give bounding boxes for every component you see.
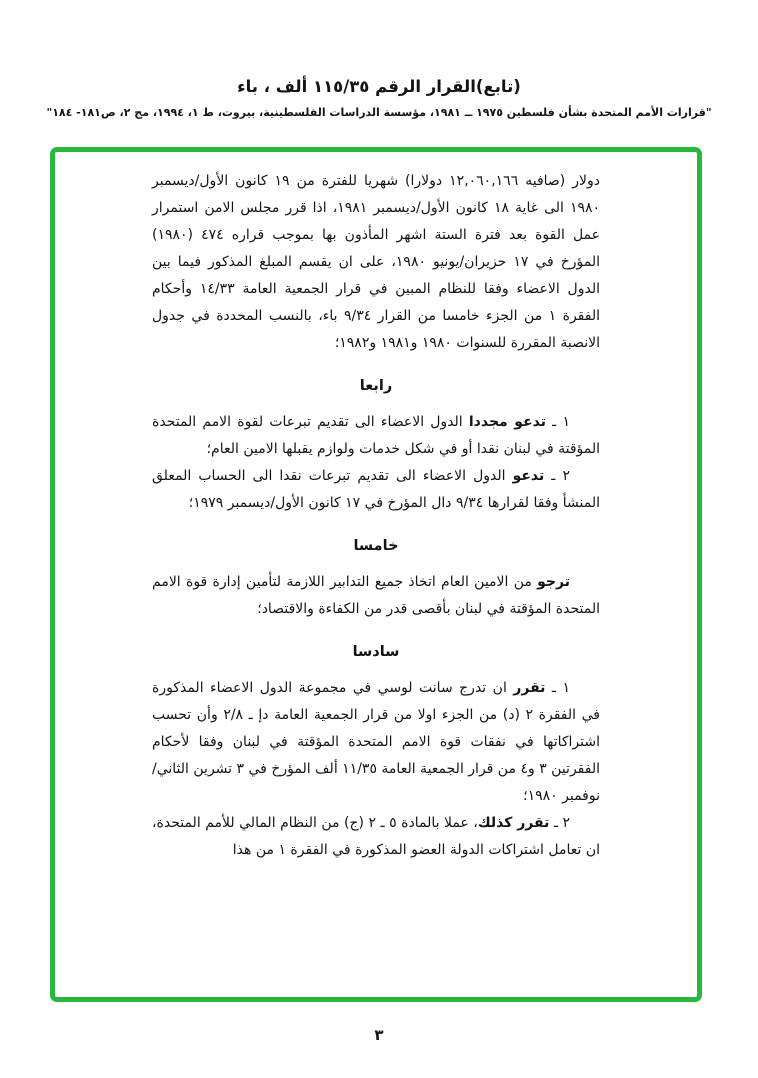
operative-verb: تقرر [513,680,546,696]
body-paragraph [152,463,600,517]
resolution-title: (تابع)القرار الرقم ١١٥/٣٥ ألف ، باء [237,77,521,96]
body-paragraph [152,810,600,864]
paragraph-text: ، عملا بالمادة ٥ ـ ٢ (ج) من النظام المالي للأمم المتحدة، ان تعامل اشتراكات الدولة العضو المذكورة في الفقرة ١ من هذا [152,815,600,858]
green-annotation-box [50,147,702,1002]
resolution-header [0,0,758,120]
paragraph-text: ٢ ـ [549,815,570,831]
paragraph-text: ٢ ـ [544,468,570,484]
operative-verb: ترجو [537,574,570,590]
paragraph-text: ان تدرج سانت لوسي في مجموعة الدول الاعضاء المذكورة في الفقرة ٢ (د) من الجزء اولا من قرار الجمعية العامة دإ ـ ٢/٨ وأن تحسب اشتراكاتها في نفقات قوة الامم المتحدة المؤقتة في لبنان وفقا لأحكام الفقرتين ٣ و٤ من قرار الجمعية العامة ١١/٣٥ ألف المؤرخ في ٣ تشرين الثاني/نوفمبر ١٩٨٠؛ [152,680,601,804]
paragraph-text: من الامين العام اتخاذ جميع التدابير اللازمة لتأمين إدارة قوة الامم المتحدة المؤقتة في لبنان بأقصى قدر من الكفاءة والاقتصاد؛ [152,574,600,617]
paragraph-text: دولار (صافيه ١٢,٠٦٠,١٦٦ دولارا) شهريا للفترة من ١٩ كانون الأول/ديسمبر ١٩٨٠ الى غاية ١٨ كانون الأول/ديسمبر ١٩٨١، اذا قرر مجلس الامن استمرار عمل القوة بعد فترة الستة اشهر المأذون بها بموجب قراره ٤٧٤ (١٩٨٠) المؤرخ في ١٧ حزيران/يونيو ١٩٨٠، على ان يقسم المبلغ المذكور فيما بين الدول الاعضاء وفقا للنظام المبين في قرار الجمعية العامة ١٤/٣٣ وأحكام الفقرة ١ من الجزء خامسا من القرار ٩/٣٤ باء، بالنسب المحددة في جدول الانصبة المقررة للسنوات ١٩٨٠ و١٩٨١ و١٩٨٢؛ [152,173,601,351]
operative-verb: تقرر كذلك [477,815,550,831]
body-paragraph [152,675,600,810]
paragraph-text: ١ ـ [546,414,570,430]
paragraph-text: الدول الاعضاء الى تقديم تبرعات لقوة الامم المتحدة المؤقتة في لبنان نقدا أو في شكل خدمات ولوازم يقبلها الامين العام؛ [152,414,600,457]
body-paragraph [152,409,600,463]
paragraph-text: الدول الاعضاء الى تقديم تبرعات نقدا الى الحساب المعلق المنشأ وفقا لقرارها ٩/٣٤ دال المؤرخ في ١٧ كانون الأول/ديسمبر ١٩٧٩؛ [152,468,600,511]
page-number: ٣ [374,1026,384,1044]
source-citation: "قرارات الأمم المتحدة بشأن فلسطين ١٩٧٥ ــ ١٩٨١، مؤسسة الدراسات الفلسطينية، بيروت، ط ١، ١٩٩٤، مج ٢، ص١٨١- ١٨٤" [46,106,712,119]
resolution-body [152,152,600,864]
body-paragraph [152,168,600,357]
operative-verb: تدعو [512,468,545,484]
body-paragraph [152,569,600,623]
section-heading: سادسا [352,644,400,660]
paragraph-text: ١ ـ [545,680,570,696]
operative-verb: تدعو مجددا [468,414,546,430]
section-heading: رابعا [359,378,393,394]
section-heading: خامسا [353,538,399,554]
